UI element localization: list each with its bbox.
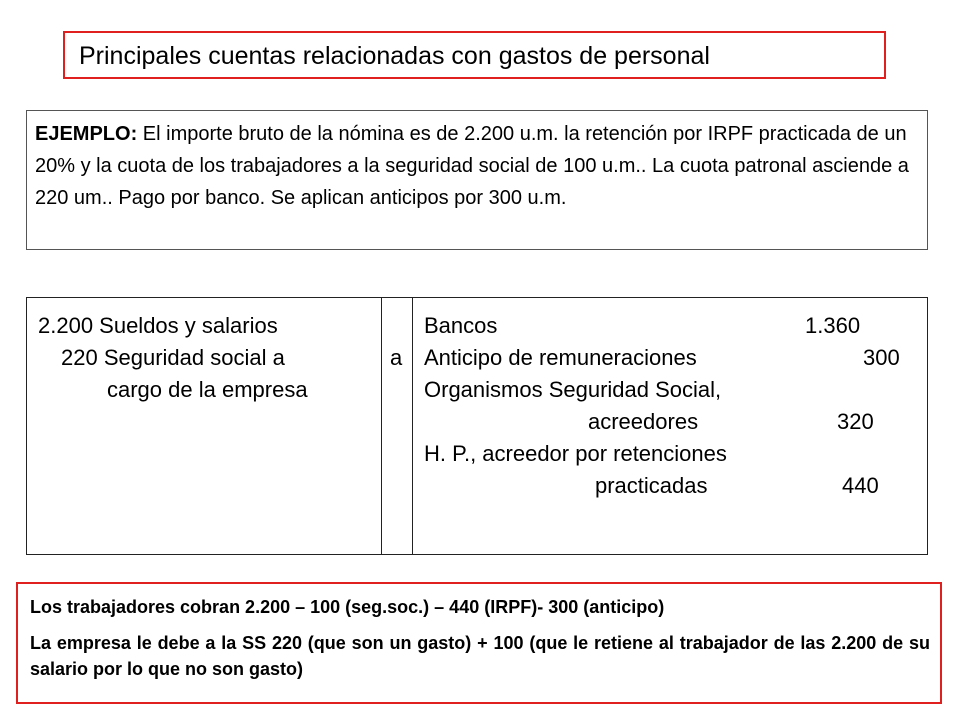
title-box	[63, 31, 886, 79]
column-divider-right	[412, 298, 413, 554]
note-line-2: La empresa le debe a la SS 220 (que son un gasto) + 100 (que le retiene al trabajador de las 2.200 de su salario por lo que no son gasto)	[30, 633, 930, 679]
journal-entry	[26, 297, 928, 555]
example-label: EJEMPLO:	[35, 123, 138, 145]
credit-amount: 320	[837, 409, 874, 434]
debit-line: cargo de la empresa	[107, 377, 308, 402]
example-text: El importe bruto de la nómina es de 2.200 u.m. la retención por IRPF practicada de un 20% y la cuota de los trabajadores a la seguridad social de 100 u.m.. La cuota patronal asciende a 220 um.. Pago por banco. Se aplican anticipos por 300 u.m.	[35, 123, 909, 209]
credit-account: Bancos	[424, 313, 498, 338]
note-line-1: Los trabajadores cobran 2.200 – 100 (seg.soc.) – 440 (IRPF)- 300 (anticipo)	[30, 597, 665, 617]
credit-account: H. P., acreedor por retenciones	[424, 441, 727, 466]
credit-amount: 1.360	[805, 313, 861, 338]
connector-a: a	[390, 345, 403, 370]
notes-box	[16, 582, 942, 704]
example-box	[26, 110, 928, 250]
credit-account: acreedores	[588, 409, 699, 434]
credit-amount: 300	[863, 345, 900, 370]
debit-line: 2.200 Sueldos y salarios	[38, 313, 278, 338]
credit-amount: 440	[842, 473, 879, 498]
credit-account: Anticipo de remuneraciones	[424, 345, 697, 370]
credit-account: Organismos Seguridad Social,	[424, 377, 722, 402]
credit-account: practicadas	[595, 473, 708, 498]
debit-line: 220 Seguridad social a	[61, 345, 285, 370]
column-divider-left	[381, 298, 382, 554]
page-title: Principales cuentas relacionadas con gastos de personal	[79, 42, 710, 70]
